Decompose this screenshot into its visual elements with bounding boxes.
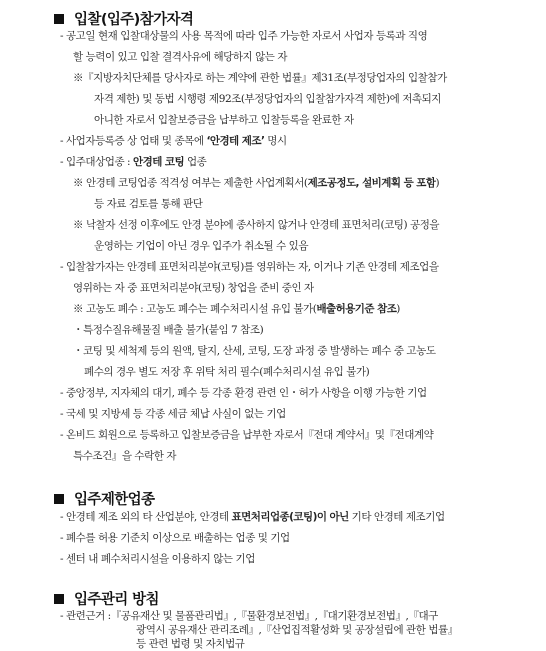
- text-line: - 폐수를 허용 기준치 이상으로 배출하는 업종 및 기업: [60, 532, 290, 544]
- text-line: 할 능력이 있고 입찰 결격사유에 해당하지 않는 자: [73, 51, 288, 63]
- text-line: - 공고일 현재 입찰대상물의 사용 목적에 따라 입주 가능한 자로서 사업자 등록과 직영: [60, 30, 428, 42]
- section-title: 입주관리 방침: [74, 592, 159, 608]
- section-title: 입주제한업종: [74, 492, 155, 508]
- text-line: 등 관련 법령 및 자치법규: [136, 638, 245, 650]
- text-line: - 안경테 제조 외의 타 산업분야, 안경테 표면처리업종(코팅)이 아닌 기타 안경테 제조기업: [60, 511, 445, 523]
- bullet-line: 폐수의 경우 별도 저장 후 위탁 처리 필수(폐수처리시설 유입 불가): [84, 366, 370, 378]
- text-line: 광역시 공유재산 관리조례』,『산업집적활성화 및 공장설립에 관한 법률』: [136, 624, 458, 636]
- section-heading: [54, 588, 159, 609]
- text-line: - 입찰참가자는 안경테 표면처리분야(코팅)를 영위하는 자, 이거나 기존 안경테 제조업을: [60, 261, 439, 273]
- text-line: - 온비드 회원으로 등록하고 입찰보증금을 납부한 자로서『전대 계약서』및『전대계약: [60, 429, 434, 441]
- note-line: ※『지방자치단체를 당사자로 하는 계약에 관한 법률』제31조(부정당업자의 입찰참가: [73, 72, 447, 84]
- text-line: - 중앙정부, 지자체의 대기, 폐수 등 각종 환경 관련 인・허가 사항을 이행 가능한 기업: [60, 387, 427, 399]
- text-line: - 센터 내 폐수처리시설을 이용하지 않는 기업: [60, 553, 255, 565]
- note-line: ※ 고농도 폐수 : 고농도 폐수는 폐수처리시설 유입 불가(배출허용기준 참조): [73, 303, 400, 315]
- text-line: 특수조건』을 수락한 자: [73, 450, 177, 462]
- square-bullet-icon: [54, 14, 64, 24]
- bullet-line: ・코팅 및 세척제 등의 원액, 탈지, 산세, 코팅, 도장 과정 중 발생하는 폐수 중 고농도: [73, 345, 436, 357]
- text-line: - 관련근거 :『공유재산 및 물품관리법』,『물환경보전법』,『대기환경보전법』,『대구: [60, 610, 438, 622]
- note-line: 아니한 자로서 입찰보증금을 납부하고 입찰등록을 완료한 자: [94, 114, 354, 126]
- note-line: ※ 낙찰자 선정 이후에도 안경 분야에 종사하지 않거나 안경테 표면처리(코팅) 공정을: [73, 219, 440, 231]
- note-line: 자격 제한) 및 동법 시행령 제92조(부정당업자의 입찰참가자격 제한)에 저촉되지: [94, 93, 441, 105]
- note-line: ※ 안경테 코팅업종 적격성 여부는 제출한 사업계획서(제조공정도, 설비계획 등 포함): [73, 177, 440, 189]
- section-heading: [54, 8, 193, 29]
- text-line: - 사업자등록증 상 업태 및 종목에 ‘안경테 제조’ 명시: [60, 135, 287, 147]
- note-line: 등 자료 검토를 통해 판단: [94, 198, 203, 210]
- note-line: 운영하는 기업이 아닌 경우 입주가 취소될 수 있음: [94, 240, 309, 252]
- square-bullet-icon: [54, 494, 64, 504]
- bullet-line: ・특정수질유해물질 배출 불가(붙임 7 참조): [73, 324, 264, 336]
- text-line: - 입주대상업종 : 안경테 코팅 업종: [60, 156, 207, 168]
- section-title: 입찰(입주)참가자격: [74, 12, 194, 28]
- text-line: 영위하는 자 중 표면처리분야(코팅) 창업을 준비 중인 자: [73, 282, 314, 294]
- square-bullet-icon: [54, 594, 64, 604]
- section-heading: [54, 488, 154, 509]
- text-line: - 국세 및 지방세 등 각종 세금 체납 사실이 없는 기업: [60, 408, 286, 420]
